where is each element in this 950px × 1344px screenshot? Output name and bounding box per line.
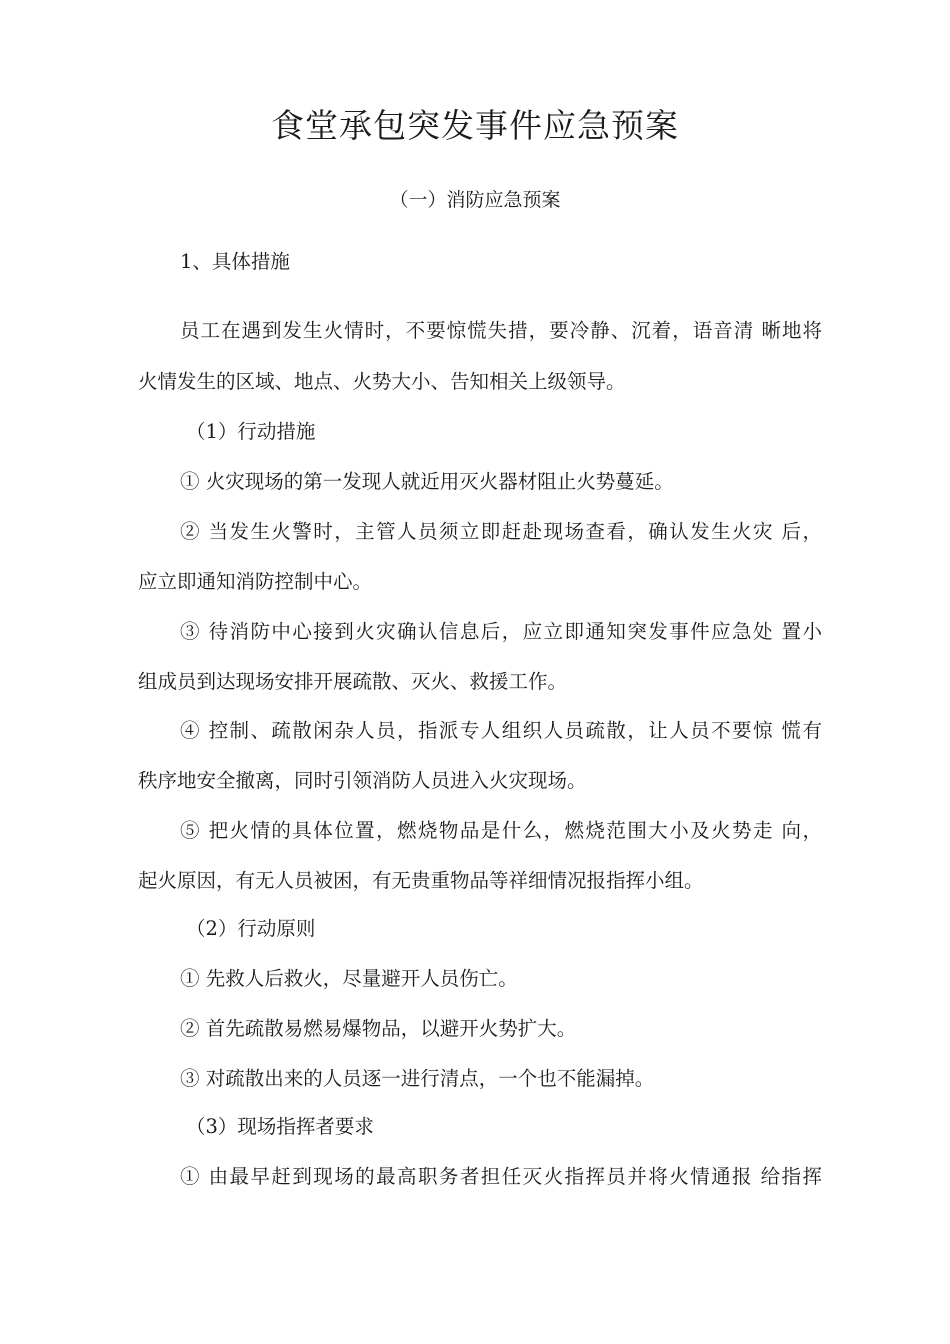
action-measure-item-3-line2: 组成员到达现场安排开展疏散、灭火、救援工作。 [138,670,568,693]
action-measure-item-5-line1: ⑤ 把火情的具体位置，燃烧物品是什么，燃烧范围大小及火势走 向， [180,819,822,842]
heading-specific-measures: 1、具体措施 [180,250,290,273]
heading-commander-requirements: （3）现场指挥者要求 [186,1115,374,1138]
action-measure-item-1: ① 火灾现场的第一发现人就近用灭火器材阻止火势蔓延。 [180,470,674,493]
heading-action-measures: （1）行动措施 [186,420,316,443]
document-title: 食堂承包突发事件应急预案 [271,106,679,145]
action-principle-item-1: ① 先救人后救火，尽量避开人员伤亡。 [180,967,518,990]
paragraph-intro-line2: 火情发生的区域、地点、火势大小、告知相关上级领导。 [138,370,626,393]
commander-requirement-item-1-line1: ① 由最早赶到现场的最高职务者担任灭火指挥员并将火情通报 给指挥 [180,1165,822,1188]
paragraph-intro-line1: 员工在遇到发生火情时，不要惊慌失措，要冷静、沉着，语音清 晰地将 [180,319,822,342]
action-measure-item-5-line2: 起火原因，有无人员被困，有无贵重物品等祥细情况报指挥小组。 [138,869,704,892]
action-measure-item-2-line2: 应立即通知消防控制中心。 [138,570,373,593]
action-measure-item-4-line2: 秩序地安全撤离，同时引领消防人员进入火灾现场。 [138,769,587,792]
action-measure-item-2-line1: ② 当发生火警时，主管人员须立即赶赴现场查看，确认发生火灾 后， [180,520,822,543]
section-title: （一）消防应急预案 [389,189,561,211]
action-measure-item-3-line1: ③ 待消防中心接到火灾确认信息后，应立即通知突发事件应急处 置小 [180,620,822,643]
action-principle-item-3: ③ 对疏散出来的人员逐一进行清点，一个也不能漏掉。 [180,1067,655,1090]
action-measure-item-4-line1: ④ 控制、疏散闲杂人员，指派专人组织人员疏散，让人员不要惊 慌有 [180,719,822,742]
action-principle-item-2: ② 首先疏散易燃易爆物品，以避开火势扩大。 [180,1017,577,1040]
heading-action-principles: （2）行动原则 [186,917,316,940]
